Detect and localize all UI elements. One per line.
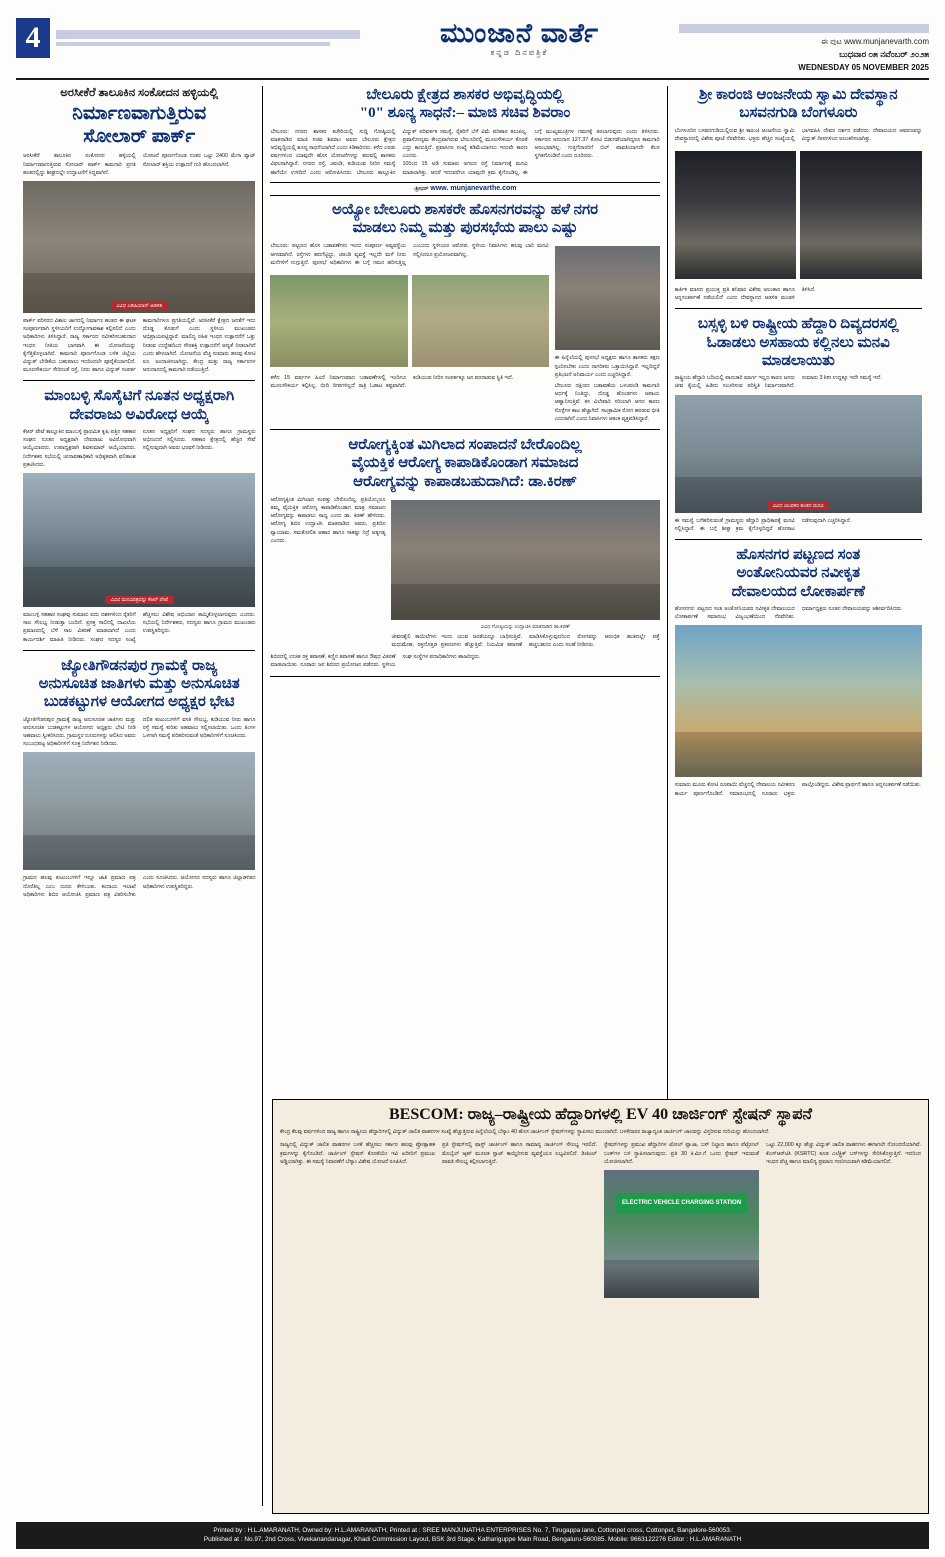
divider-2 [23, 650, 255, 651]
karanji-headline: ಶ್ರೀ ಕಾರಂಜಿ ಆಂಜನೇಯ ಸ್ವಾಮಿ ದೇವಸ್ಥಾನ ಬಸವನಗುಡಿ ಬೆಂಗಳೂರು [699, 86, 898, 122]
solar-intro [23, 152, 255, 177]
belur2-body-2: ಕಳೆದ 15 ವರ್ಷಗಳ ಹಿಂದೆ ನಿರ್ಮಾಣವಾದ ಬಡಾವಣೆಗಳಲ್ಲಿ ಇಂದಿಗೂ ಮೂಲಸೌಕರ್ಯ ಕಲ್ಪಿಸಿಲ್ಲ. ಬೀದಿ ದೀಪಗಳಿಲ್ಲದೆ ರಾತ್ರಿ ಓಡಾಟ ಕಷ್ಟವಾಗಿದೆ. ಕುಡಿಯುವ ನೀರಿನ ಸಂಪರ್ಕಕ್ಕೂ ಜನ ಪರದಾಡುವ ಸ್ಥಿತಿ ಇದೆ. [270, 374, 514, 390]
url-text[interactable]: www. munjanevarthe.com [430, 184, 517, 192]
decor-bar-3 [679, 24, 929, 33]
health-headline-1: ಆರೋಗ್ಯಕ್ಕಿಂತ ಮಿಗಿಲಾದ ಸಂಪಾದನೆ ಬೇರೊಂದಿಲ್ಲ [348, 436, 582, 453]
belur2-portrait-photo [555, 246, 660, 350]
church-headline-3: ದೇವಾಲಯದ ಲೋಕಾರ್ಪಣೆ [731, 583, 865, 600]
bescom-col-3: ಸ್ಟೇಷನ್‌ಗಳನ್ನು ಪ್ರಮುಖ ಹೆದ್ದಾರಿಗಳ ಟೋಲ್ ಪ್ಲಾಜಾ, ಬಸ್ ನಿಲ್ದಾಣ ಹಾಗೂ ಪೆಟ್ರೋಲ್ ಬಂಕ್‌ಗಳ ಬಳಿ ಸ್ಥಾಪಿಸಲಾಗುವುದು. ಪ್ರತಿ 30 ಕಿ.ಮೀ.ಗೆ ಒಂದು ಸ್ಟೇಷನ್ ಇರುವಂತೆ ಯೋಜಿಸಲಾಗಿದೆ. [604, 1142, 759, 1165]
jyothi-headline-3: ಬುಡಕಟ್ಟುಗಳ ಆಯೋಗದ ಅಧ್ಯಕ್ಷರ ಭೇಟಿ [43, 694, 235, 711]
photo-shade [675, 732, 922, 778]
solar-headline-2: ಸೋಲಾರ್ ಪಾರ್ಕ್ [83, 126, 196, 148]
bescom-col-2: ಪ್ರತಿ ಸ್ಟೇಷನ್‌ನಲ್ಲಿ ಫಾಸ್ಟ್ ಚಾರ್ಜಿಂಗ್ ಹಾಗೂ ಸಾಮಾನ್ಯ ಚಾರ್ಜಿಂಗ್ ಸೌಲಭ್ಯ ಇರಲಿದೆ. ಮೊಬೈಲ್ ಆ್ಯಪ್ ಮೂಲಕ ಸ್ಲಾಟ್ ಕಾಯ್ದಿರಿಸುವ ವ್ಯವಸ್ಥೆಯೂ ಲಭ್ಯವಿರಲಿದೆ. ಡಿಜಿಟಲ್ ಪಾವತಿ ಸೌಲಭ್ಯ ಕಲ್ಪಿಸಲಾಗುತ್ತಿದೆ. [442, 1142, 597, 1165]
belur2-layout [270, 242, 659, 423]
article-belur [270, 86, 659, 177]
footer-line-1: Printed by : H.L.AMARANATH, Owned by: H.L.AMARANATH, Printed at : SREE MANJUNATHA ENTERPRISES No. 7, Tirugappa lane, Cottonpet cross, Cottonpet, Bangalore-560053. [213, 1526, 732, 1534]
nameplate [360, 18, 679, 58]
belur2-body: ಬೇಲೂರು: ಪಟ್ಟಣದ ಹೊಸ ಬಡಾವಣೆಗಳು ಇಂದು ಸಂಪೂರ್ಣ ಅವ್ಯವಸ್ಥೆಯ ಆಗರವಾಗಿದೆ. ರಸ್ತೆಗಳು ಹದಗೆಟ್ಟಿದ್ದು, ಚರಂಡಿ ವ್ಯವಸ್ಥೆ ಇಲ್ಲದೇ ಮಳೆ ನೀರು ಮನೆಗಳಿಗೆ ನುಗ್ಗುತ್ತಿದೆ. ಪುರಸಭೆ ಅಧಿಕಾರಿಗಳು ಈ ಬಗ್ಗೆ ಗಮನ ಹರಿಸುತ್ತಿಲ್ಲ ಎಂಬುದು ಸ್ಥಳೀಯರ ಆರೋಪ. ಸ್ಥಳೀಯ ನಿವಾಸಿಗಳು ಹಲವು ಬಾರಿ ಮನವಿ ಸಲ್ಲಿಸಿದರೂ ಪ್ರಯೋಜನವಾಗಿಲ್ಲ. [270, 243, 549, 266]
masthead [16, 18, 929, 80]
bescom-col-4: ಒಟ್ಟು 22,000 ಕ್ಕೂ ಹೆಚ್ಚು ವಿದ್ಯುತ್ ಚಾಲಿತ ವಾಹನಗಳು ಈಗಾಗಲೇ ನೋಂದಣಿಯಾಗಿವೆ. ಕೆಎಸ್‌ಆರ್‌ಟಿಸಿ (KSRTC) ಕೂಡ ಎಲೆಕ್ಟ್ರಿಕ್ ಬಸ್‌ಗಳನ್ನು ಸೇರಿಸಿಕೊಳ್ಳುತ್ತಿದೆ. ಇದರಿಂದ ಇಂಧನ ವೆಚ್ಚ ಹಾಗೂ ಮಾಲಿನ್ಯ ಪ್ರಮಾಣ ಗಣನೀಯವಾಗಿ ಕಡಿಮೆಯಾಗಲಿದೆ. [766, 1142, 921, 1165]
decor-bar-2 [56, 42, 330, 46]
health-body-2: ಜೀವನಶೈಲಿ ಕಾಯಿಲೆಗಳು ಇಂದು ಯುವ ಜನತೆಯನ್ನೂ ಬಾಧಿಸುತ್ತಿವೆ. ಮಧುಮೇಹ, ರಕ್ತದೊತ್ತಡ ಪ್ರಕರಣಗಳು ಹೆಚ್ಚುತ್ತಿವೆ. ನಿಯಮಿತ ತಪಾಸಣೆ ಮಾಡಿಸಿಕೊಳ್ಳುವುದರಿಂದ ರೋಗವನ್ನು ಆರಂಭಿಕ ಹಂತದಲ್ಲೇ ಪತ್ತೆ ಹಚ್ಚಬಹುದು ಎಂದು ಸಲಹೆ ನೀಡಿದರು. [391, 633, 660, 649]
masthead-left-rules [50, 18, 360, 58]
karanji-body: ಬೆಂಗಳೂರಿನ ಬಸವನಗುಡಿಯಲ್ಲಿರುವ ಶ್ರೀ ಕಾರಂಜಿ ಆಂಜನೇಯ ಸ್ವಾಮಿ ದೇವಸ್ಥಾನದಲ್ಲಿ ವಿಶೇಷ ಪೂಜೆ ನೆರವೇರಿತು. ಭಕ್ತರು ಹೆಚ್ಚಿನ ಸಂಖ್ಯೆಯಲ್ಲಿ ಭಾಗವಹಿಸಿ ದೇವರ ದರ್ಶನ ಪಡೆದರು. ದೇವಾಲಯದ ಆವರಣವನ್ನು ವಿದ್ಯುತ್ ದೀಪಗಳಿಂದ ಅಲಂಕರಿಸಲಾಗಿತ್ತು. [674, 127, 923, 142]
solar-headline-1: ನಿರ್ಮಾಣವಾಗುತ್ತಿರುವ [72, 102, 207, 124]
belur2-body-4: ಬೇಲೂರು ದಕ್ಷಿಣದ ಬಡಾವಣೆಯ ಒಳಚರಂಡಿ ಕಾಮಗಾರಿ ಅರ್ಧಕ್ಕೆ ನಿಂತಿದ್ದು, ದೊಡ್ಡ ಹೊಂಡಗಳು ಅಪಾಯ ಆಹ್ವಾನಿಸುತ್ತಿವೆ. ಕಸ ವಿಲೇವಾರಿ ಸರಿಯಾಗಿ ಆಗದ ಕಾರಣ ಸೊಳ್ಳೆಗಳ ಕಾಟ ಹೆಚ್ಚಾಗಿದೆ. ಸಾಂಕ್ರಾಮಿಕ ರೋಗ ಹರಡುವ ಭೀತಿ ಎದುರಾಗಿದೆ ಎಂದು ನಿವಾಸಿಗಳು ಆತಂಕ ವ್ಯಕ್ತಪಡಿಸಿದ್ದಾರೆ. [554, 382, 660, 422]
column-left [16, 86, 263, 1506]
bescom-col-3-wrap [604, 1141, 759, 1302]
photo-shade [23, 835, 255, 870]
health-photo-caption: ವಿವಿಧ ಗೋಷ್ಠಿಯನ್ನು ಉದ್ಘಾಟಿಸಿ ಮಾತನಾಡಿದ ಡಾ.ಕಿರಣ್ [480, 623, 571, 630]
solar-photo-caption: ವಿವಿಧ ಎಡಿಷಿಯಾನ್ ಆಡಳಿತ [111, 302, 167, 310]
belur2-headline-1: ಅಯ್ಯೋ ಬೇಲೂರು ಶಾಸಕರೇ ಹೊಸನಗರವನ್ನು ಹಳೆ ನಗರ [331, 201, 599, 218]
belur2-photo-2 [412, 275, 549, 367]
health-headline-3: ಆರೋಗ್ಯವನ್ನು ಕಾಪಾಡಬಹುದಾಗಿದೆ: ಡಾ.ಕಿರಣ್ [353, 473, 577, 490]
busstand-body: ರಾಷ್ಟ್ರೀಯ ಹೆದ್ದಾರಿ ಬದಿಯಲ್ಲಿ ಪಾದಚಾರಿ ಮಾರ್ಗ ಇಲ್ಲದ ಕಾರಣ ಜನರು ಜೀವ ಕೈಯಲ್ಲಿ ಹಿಡಿದು ಸಂಚರಿಸುವ ಪರಿಸ್ಥಿತಿ ನಿರ್ಮಾಣವಾಗಿದೆ. ಸುಮಾರು 3 km ಉದ್ದಕ್ಕೂ ಇದೇ ಸಮಸ್ಯೆ ಇದೆ. [674, 375, 882, 390]
page-number: 4 [16, 18, 50, 58]
decor-bar [56, 30, 360, 39]
article-jyothigowdanapura [23, 657, 255, 899]
bescom-intro: ಕೇಂದ್ರ ಕೆಲವು ವರ್ಷಗಳಿಂದ ರಾಜ್ಯ ಹಾಗೂ ರಾಷ್ಟ್ರೀಯ ಹೆದ್ದಾರಿಗಳಲ್ಲಿ ವಿದ್ಯುತ್ ಚಾಲಿತ ವಾಹನಗಳ ಸಂಖ್ಯೆ ಹೆಚ್ಚುತ್ತಿರುವ ಹಿನ್ನೆಲೆಯಲ್ಲಿ ಬೆಸ್ಕಾಂ 40 ಹೊಸ ಚಾರ್ಜಿಂಗ್ ಸ್ಟೇಷನ್‌ಗಳನ್ನು ಸ್ಥಾಪಿಸಲು ಮುಂದಾಗಿದೆ. ಬಳಕೆದಾರರ ರಾಜ್ಯಾದ್ಯಂತ ಚಾರ್ಜಿಂಗ್ ಜಾಲವನ್ನು ವಿಸ್ತರಿಸುವ ಗುರಿಯನ್ನು ಹೊಂದಲಾಗಿದೆ. [280, 1129, 770, 1136]
divider-3 [270, 429, 659, 430]
karanji-body-2: ಕಾರ್ತಿಕ ಮಾಸದ ಪ್ರಯುಕ್ತ ಪ್ರತಿ ಶನಿವಾರ ವಿಶೇಷ ಅಲಂಕಾರ ಹಾಗೂ ಅನ್ನಸಂತರ್ಪಣೆ ನಡೆಯಲಿದೆ ಎಂದು ದೇವಸ್ಥಾನದ ಆಡಳಿತ ಮಂಡಳಿ ತಿಳಿಸಿದೆ. [674, 286, 816, 302]
solar-intro-left: ಅರಸೀಕೆರೆ ತಾಲೂಕಿನ ಸಂಕೋದನ ಹಳ್ಳಿಯಲ್ಲಿ ನಿರ್ಮಾಣವಾಗುತ್ತಿರುವ ಸೋಲಾರ್ ಪಾರ್ಕ್ ಕಾಮಗಾರಿ ಪ್ರಗತಿ ಹಂತದಲ್ಲಿದ್ದು ಶೀಘ್ರದಲ್ಲೇ ಉದ್ಘಾಟನೆಗೆ ಸಿದ್ಧವಾಗಿದೆ. [23, 153, 136, 176]
church-headline-1: ಹೊಸನಗರ ಪಟ್ಟಣದ ಸಂತ [736, 547, 861, 564]
mavalli-photo-caption: ವಿವಿಧ ಮನವಿಪತ್ರವನ್ನು ಕೆಆರ್ ಪೇಟೆ [106, 596, 173, 604]
divider-5 [675, 308, 922, 309]
health-layout [270, 496, 659, 649]
mavalli-body-3: ಮಾಂಬಳ್ಳಿ ಸಹಕಾರ ಸಂಘವು ಸುಮಾರು ಐದು ದಶಕಗಳಿಂದ ರೈತರಿಗೆ ಸಾಲ ಸೌಲಭ್ಯ ನೀಡುತ್ತಾ ಬಂದಿದೆ. ಪ್ರಸಕ್ತ ಸಾಲಿನಲ್ಲಿ ದಾಖಲೆಯ ಪ್ರಮಾಣದಲ್ಲಿ ಬೆಳೆ ಸಾಲ ವಿತರಣೆ ಮಾಡಲಾಗಿದೆ ಎಂದು ಕಾರ್ಯದರ್ಶಿ ಮಾಹಿತಿ ನೀಡಿದರು. ಸಂಘದ ಸದಸ್ಯರ ಸಂಖ್ಯೆ ಹೆಚ್ಚಿಸಲು ವಿಶೇಷ ಅಭಿಯಾನ ಹಮ್ಮಿಕೊಳ್ಳಲಾಗುವುದು ಎಂದರು. ಸಭೆಯಲ್ಲಿ ನಿರ್ದೇಶಕರು, ಸದಸ್ಯರು ಹಾಗೂ ಗ್ರಾಮದ ಮುಖಂಡರು ಉಪಸ್ಥಿತರಿದ್ದರು. [23, 611, 256, 643]
article-mavalli [23, 387, 255, 643]
karanji-body-wrap [675, 127, 922, 143]
divider-1 [23, 380, 255, 381]
masthead-date-en: WEDNESDAY 05 NOVEMBER 2025 [798, 62, 929, 72]
photo-shade [604, 1260, 759, 1298]
jyothi-headline-1: ಜ್ಯೋತಿಗೌಡನಪುರ ಗ್ರಾಮಕ್ಕೆ ರಾಜ್ಯ [61, 657, 218, 674]
footer-line-2: Published at : No.97, 2nd Cross, Vivekanandanagar, Khadi Commission Layout, BSK 3rd Stage, Kathariguppe Main Road, Bengaluru-560085. Mobile: 9663122276 Editor : H.L.AMARANATH [203, 1536, 742, 1544]
belur-headline-1: ಬೇಲೂರು ಕ್ಷೇತ್ರದ ಶಾಸಕರ ಅಭಿವೃದ್ಧಿಯಲ್ಲಿ [366, 86, 564, 103]
solar-kicker: ಅರಸೀಕೆರೆ ತಾಲೂಕಿನ ಸಂಕೋದನ ಹಳ್ಳಿಯಲ್ಲಿ [60, 86, 219, 99]
solar-body: ಪಾರ್ಕ್ ಪರಿಸರದ ವಿಶಾಲ ಜಾಗದಲ್ಲಿ ನಿರ್ಮಾಣ ಹಂತದ ಈ ಘಟಕ ಸಂಪೂರ್ಣವಾಗಿ ಸ್ಥಳೀಯರಿಗೆ ಉದ್ಯೋಗಾವಕಾಶ ಕಲ್ಪಿಸಲಿದೆ ಎಂದು ಅಧಿಕಾರಿಗಳು ತಿಳಿಸಿದ್ದಾರೆ. ರಾಜ್ಯ ಸರ್ಕಾರದ ನವೀಕರಿಸಬಹುದಾದ ಇಂಧನ ನೀತಿಯ ಭಾಗವಾಗಿ ಈ ಯೋಜನೆಯನ್ನು ಕೈಗೆತ್ತಿಕೊಳ್ಳಲಾಗಿದೆ. ಕಾಮಗಾರಿ ಪೂರ್ಣಗೊಂಡ ಬಳಿಕ ಜಿಲ್ಲೆಯ ವಿದ್ಯುತ್ ಬೇಡಿಕೆಯ ಬಹುಪಾಲು ಇದರಿಂದಲೇ ಪೂರೈಕೆಯಾಗಲಿದೆ. ಮೂಲಸೌಕರ್ಯ ಸೇರಿದಂತೆ ರಸ್ತೆ, ನೀರು ಹಾಗೂ ವಿದ್ಯುತ್ ಸಂಪರ್ಕ ಕಾಮಗಾರಿಗಳೂ ಪ್ರಗತಿಯಲ್ಲಿವೆ. ಅರಸೀಕೆರೆ ಕ್ಷೇತ್ರದ ಜನತೆಗೆ ಇದು ದೊಡ್ಡ ಕೊಡುಗೆ ಎಂದು ಸ್ಥಳೀಯ ಮುಖಂಡರು ಅಭಿಪ್ರಾಯಪಟ್ಟಿದ್ದಾರೆ. ಮಾಲಿನ್ಯ ರಹಿತ ಇಂಧನ ಉತ್ಪಾದನೆಗೆ ಒತ್ತು ನೀಡುವ ಉದ್ದೇಶದಿಂದ ಸೌರಶಕ್ತಿ ಉತ್ಪಾದನೆಗೆ ಆದ್ಯತೆ ನೀಡಲಾಗಿದೆ ಎಂದು ಹೇಳಲಾಗಿದೆ. ಯೋಜನೆಯ ವೆಚ್ಚ ಸುಮಾರು ಹಲವು ಕೋಟಿ ರೂ. ಅಂದಾಜಿಸಲಾಗಿದ್ದು, ಕೇಂದ್ರ ಮತ್ತು ರಾಜ್ಯ ಸರ್ಕಾರಗಳ ಅನುದಾನದಲ್ಲಿ ಕಾಮಗಾರಿ ನಡೆಯುತ್ತಿದೆ. [23, 317, 256, 374]
church-body-2: ಸುಮಾರು ಮೂರು ಕೋಟಿ ರೂಪಾಯಿ ವೆಚ್ಚದಲ್ಲಿ ದೇವಾಲಯ ನವೀಕರಣ ಕಾರ್ಯ ಪೂರ್ಣಗೊಂಡಿದೆ. ಸಮಾರಂಭದಲ್ಲಿ ನೂರಾರು ಭಕ್ತರು ಪಾಲ್ಗೊಂಡಿದ್ದರು. ವಿಶೇಷ ಪ್ರಾರ್ಥನೆ ಹಾಗೂ ಅನ್ನಸಂತರ್ಪಣೆ ನಡೆಯಿತು. [674, 782, 921, 797]
belur2-photos [270, 271, 548, 371]
belur-body-2: 10ರಿಂದ 15 ಅಡಿ ಸುಮಾರು ಅಗಲದ ರಸ್ತೆ ನಿರ್ಮಾಣಕ್ಕೆ ಮನವಿ ಮಾಡಲಾಗಿತ್ತು. ಆದರೆ ಇದುವರೆಗೂ ಯಾವುದೇ ಕ್ರಮ ಕೈಗೊಂಡಿಲ್ಲ. ಈ ಬಗ್ಗೆ ಮುಖ್ಯಮಂತ್ರಿಗಳ ಗಮನಕ್ಕೆ ತರಲಾಗುವುದು ಎಂದು ತಿಳಿಸಿದರು. ಸರ್ಕಾರದ ಅನುದಾನ 127.37 ಕೋಟಿ ಬಿಡುಗಡೆಯಾಗಿದ್ದರೂ ಕಾಮಗಾರಿ ಆರಂಭವಾಗಿಲ್ಲ. ಗುತ್ತಿಗೆದಾರರಿಗೆ ಬಿಲ್ ಪಾವತಿಯಾಗದೇ ಕೆಲಸ ಸ್ಥಗಿತಗೊಂಡಿದೆ ಎಂದು ದೂರಿದರು. [402, 128, 660, 176]
belur2-photo-1 [270, 275, 407, 367]
belur2-body-3: ಈ ಹಿನ್ನೆಲೆಯಲ್ಲಿ ಪುರಸಭೆ ಅಧ್ಯಕ್ಷರು ಹಾಗೂ ಶಾಸಕರು ತಕ್ಷಣ ಸ್ಪಂದಿಸಬೇಕು ಎಂದು ನಾಗರಿಕರು ಒತ್ತಾಯಿಸಿದ್ದಾರೆ. ಇಲ್ಲದಿದ್ದರೆ ಪ್ರತಿಭಟನೆ ಅನಿವಾರ್ಯ ಎಂದು ಎಚ್ಚರಿಸಿದ್ದಾರೆ. [554, 355, 660, 378]
mavalli-body: ಕೆಆರ್ ಪೇಟೆ ತಾಲ್ಲೂಕಿನ ಮಾಂಬಳ್ಳಿ ಪ್ರಾಥಮಿಕ ಕೃಷಿ ಪತ್ತಿನ ಸಹಕಾರ ಸಂಘದ ನೂತನ ಅಧ್ಯಕ್ಷರಾಗಿ ದೇವರಾಜು ಅವಿರೋಧವಾಗಿ ಆಯ್ಕೆಯಾದರು. ಉಪಾಧ್ಯಕ್ಷರಾಗಿ ಶಿವಕುಮಾರ್ ಆಯ್ಕೆಯಾದರು. ನಿರ್ದೇಶಕರ ಸಭೆಯಲ್ಲಿ ಚುನಾವಣಾಧಿಕಾರಿ ಅಧಿಕೃತವಾಗಿ ಫಲಿತಾಂಶ ಪ್ರಕಟಿಸಿದರು. [23, 428, 136, 468]
ev-station-sign: ELECTRIC VEHICLE CHARGING STATION [616, 1193, 746, 1213]
paper-title: ಮುಂಜಾನೆ ವಾರ್ತೆ [440, 18, 599, 48]
page-footer [16, 1522, 929, 1549]
mavalli-headline-1: ಮಾಂಬಳ್ಳಿ ಸೊಸೈಟಿಗೆ ನೂತನ ಅಧ್ಯಕ್ಷರಾಗಿ [44, 388, 235, 405]
article-karanji [675, 86, 922, 302]
jyothi-intro [23, 716, 255, 749]
bescom-photo [604, 1170, 759, 1298]
karanji-photos [675, 147, 922, 283]
article-health [270, 436, 659, 670]
health-body: ಆರೋಗ್ಯಕ್ಕಿಂತ ಮಿಗಿಲಾದ ಸಂಪತ್ತು ಬೇರೊಂದಿಲ್ಲ. ಪ್ರತಿಯೊಬ್ಬರೂ ತಮ್ಮ ವೈಯಕ್ತಿಕ ಆರೋಗ್ಯ ಕಾಪಾಡಿಕೊಂಡಾಗ ಮಾತ್ರ ಸಮಾಜದ ಆರೋಗ್ಯವನ್ನು ಕಾಪಾಡಲು ಸಾಧ್ಯ ಎಂದು ಡಾ. ಕಿರಣ್ ಹೇಳಿದರು. ಆರೋಗ್ಯ ಶಿಬಿರ ಉದ್ಘಾಟಿಸಿ ಮಾತನಾಡಿದ ಅವರು, ಪ್ರತಿದಿನ ವ್ಯಾಯಾಮ, ಸಮತೋಲಿತ ಆಹಾರ ಹಾಗೂ ಸಾಕಷ್ಟು ನಿದ್ರೆ ಅತ್ಯಗತ್ಯ ಎಂದರು. [270, 496, 386, 544]
solar-photo [23, 181, 255, 313]
busstand-body-2: ಈ ಸಮಸ್ಯೆ ಬಗೆಹರಿಸುವಂತೆ ಗ್ರಾಮಸ್ಥರು ಹೆದ್ದಾರಿ ಪ್ರಾಧಿಕಾರಕ್ಕೆ ಮನವಿ ಸಲ್ಲಿಸಿದ್ದಾರೆ. ಈ ಬಗ್ಗೆ ಶೀಘ್ರ ಕ್ರಮ ಕೈಗೊಳ್ಳದಿದ್ದರೆ ಹೋರಾಟ ನಡೆಸುವುದಾಗಿ ಎಚ್ಚರಿಸಿದ್ದಾರೆ. [674, 517, 852, 532]
paper-subtitle: ಕನ್ನಡ ದಿನಪತ್ರಿಕೆ [490, 48, 549, 57]
health-headline-2: ವೈಯಕ್ತಿಕ ಆರೋಗ್ಯ ಕಾಪಾಡಿಕೊಂಡಾಗ ಸಮಾಜದ [351, 455, 579, 472]
jyothi-photo [23, 752, 255, 870]
bescom-col-1: ರಾಜ್ಯದಲ್ಲಿ ವಿದ್ಯುತ್ ಚಾಲಿತ ವಾಹನಗಳ ಬಳಕೆ ಹೆಚ್ಚಿಸಲು ಸರ್ಕಾರ ಹಲವು ಪ್ರೋತ್ಸಾಹಕ ಕ್ರಮಗಳನ್ನು ಕೈಗೊಂಡಿದೆ. ಚಾರ್ಜಿಂಗ್ ಸ್ಟೇಷನ್ ಕೊರತೆಯೇ ಇವಿ ಖರೀದಿಗೆ ಪ್ರಮುಖ ಅಡ್ಡಿಯಾಗಿತ್ತು. ಈ ಸಮಸ್ಯೆ ನಿವಾರಣೆಗೆ ಬೆಸ್ಕಾಂ ವಿಶೇಷ ಯೋಜನೆ ರೂಪಿಸಿದೆ. [280, 1142, 435, 1165]
church-headline-2: ಅಂತೋನಿಯವರ ನವೀಕೃತ [736, 565, 861, 582]
article-busstand [675, 315, 922, 533]
divider-6 [675, 539, 922, 540]
article-belur2 [270, 201, 659, 423]
jyothi-headline-2: ಅನುಸೂಚಿತ ಜಾತಿಗಳು ಮತ್ತು ಅನುಸೂಚಿತ [38, 676, 240, 693]
busstand-headline-2: ಓಡಾಡಲು ಅಸಹಾಯ ಕಲ್ಲಿನಲು ಮನವಿ ಮಾಡಲಾಯಿತು [706, 334, 890, 369]
masthead-dateline [679, 18, 929, 74]
jyothi-body: ಜ್ಯೋತಿಗೌಡನಪುರ ಗ್ರಾಮಕ್ಕೆ ರಾಜ್ಯ ಅನುಸೂಚಿತ ಜಾತಿಗಳು ಮತ್ತು ಅನುಸೂಚಿತ ಬುಡಕಟ್ಟುಗಳ ಆಯೋಗದ ಅಧ್ಯಕ್ಷರು ಭೇಟಿ ನೀಡಿ ಅಹವಾಲು ಸ್ವೀಕರಿಸಿದರು. ಗ್ರಾಮಸ್ಥರ ದೂರುಗಳನ್ನು ಆಲಿಸಿದ ಅವರು ಸಂಬಂಧಪಟ್ಟ ಅಧಿಕಾರಿಗಳಿಗೆ ಸೂಕ್ತ ನಿರ್ದೇಶನ ನೀಡಿದರು. [23, 716, 136, 748]
mavalli-intro [23, 428, 255, 469]
bescom-feature [272, 1099, 929, 1514]
masthead-website: ಈ ಪುಟ www.munjanevarth.com [820, 37, 929, 46]
masthead-date-kn: ಬುಧವಾರ ೦೫ ನವೆಂಬರ್ ೨೦೨೫ [839, 49, 929, 60]
mavalli-body-2: ನೂತನ ಅಧ್ಯಕ್ಷರಿಗೆ ಸಂಘದ ಸದಸ್ಯರು ಹಾಗೂ ಗ್ರಾಮಸ್ಥರು ಅಭಿನಂದನೆ ಸಲ್ಲಿಸಿದರು. ಸಹಕಾರ ಕ್ಷೇತ್ರದಲ್ಲಿ ಹೆಚ್ಚಿನ ಸೇವೆ ಸಲ್ಲಿಸುವುದಾಗಿ ಅವರು ಭರವಸೆ ನೀಡಿದರು. [142, 428, 256, 452]
belur2-headline-2: ಮಾಡಲು ನಿಮ್ಮ ಮತ್ತು ಪುರಸಭೆಯ ಪಾಲು ಎಷ್ಟು [352, 220, 578, 237]
mavalli-photo [23, 473, 255, 607]
busstand-headline-1: ಬಸ್ಸಳ್ಳಿ ಬಳಿ ರಾಷ್ಟ್ರೀಯ ಹೆದ್ದಾರಿ ದಿವ್ಯದರಸಲ್ಲಿ [697, 316, 899, 333]
busstand-photo-caption: ವಿವಿಧ ಯುವಕರ ತಂಡದ ಮನವಿ [768, 502, 829, 510]
karanji-photo-2 [800, 151, 922, 279]
busstand-photo [675, 395, 922, 513]
bescom-columns [280, 1141, 921, 1302]
jyothi-body-2: ದಲಿತ ಕುಟುಂಬಗಳಿಗೆ ವಸತಿ ಸೌಲಭ್ಯ, ಕುಡಿಯುವ ನೀರು ಹಾಗೂ ರಸ್ತೆ ಸಮಸ್ಯೆ ಕುರಿತು ಅಹವಾಲು ಸಲ್ಲಿಸಲಾಯಿತು. ಒಂದು ತಿಂಗಳ ಒಳಗಾಗಿ ಸಮಸ್ಯೆ ಪರಿಹರಿಸುವಂತೆ ಅಧಿಕಾರಿಗಳಿಗೆ ಸೂಚಿಸಿದರು. [142, 716, 256, 740]
jyothi-body-3: ಗ್ರಾಮದ ಹಲವು ಕುಟುಂಬಗಳಿಗೆ ಇನ್ನೂ ಜಾತಿ ಪ್ರಮಾಣ ಪತ್ರ ದೊರೆತಿಲ್ಲ ಎಂಬ ದೂರು ಕೇಳಿಬಂತು. ಕಂದಾಯ ಇಲಾಖೆ ಅಧಿಕಾರಿಗಳು ಶಿಬಿರ ಆಯೋಜಿಸಿ ಪ್ರಮಾಣ ಪತ್ರ ವಿತರಿಸಬೇಕು ಎಂದು ಸೂಚಿಸಿದರು. ಆಯೋಗದ ಸದಸ್ಯರು ಹಾಗೂ ಜಿಲ್ಲಾಡಳಿತದ ಅಧಿಕಾರಿಗಳು ಉಪಸ್ಥಿತರಿದ್ದರು. [23, 875, 256, 898]
belur-headline-2: "0" ಶೂನ್ಯ ಸಾಧನೆ:– ಮಾಜಿ ಸಚಿವ ಶಿವರಾಂ [359, 105, 571, 122]
church-body: ಹೊಸನಗರ: ಪಟ್ಟಣದ ಸಂತ ಅಂತೋನಿಯವರ ನವೀಕೃತ ದೇವಾಲಯದ ಲೋಕಾರ್ಪಣೆ ಸಮಾರಂಭ ವಿಜೃಂಭಣೆಯಿಂದ ನೆರವೇರಿತು. ಧರ್ಮಾಧ್ಯಕ್ಷರು ನೂತನ ದೇವಾಲಯವನ್ನು ಆಶೀರ್ವದಿಸಿದರು. [674, 605, 903, 621]
bescom-title: BESCOM: ರಾಜ್ಯ–ರಾಷ್ಟ್ರೀಯ ಹೆದ್ದಾರಿಗಳಲ್ಲಿ EV 40 ಚಾರ್ಜಿಂಗ್ ಸ್ಟೇಷನ್ ಸ್ಥಾಪನೆ [388, 1106, 813, 1123]
belur-body: ಬೇಲೂರು: ನಗರದ ಶಾಸಕರ ಕಚೇರಿಯಲ್ಲಿ ಸುದ್ದಿ ಗೋಷ್ಠಿಯಲ್ಲಿ ಮಾತನಾಡಿದ ಮಾಜಿ ಸಚಿವ ಶಿವರಾಂ ಅವರು ಬೇಲೂರು ಕ್ಷೇತ್ರದ ಅಭಿವೃದ್ಧಿಯಲ್ಲಿ ಶೂನ್ಯ ಸಾಧನೆಯಾಗಿದೆ ಎಂದು ಕಿಡಿಕಾರಿದರು. ಕಳೆದ ಎರಡು ವರ್ಷಗಳಿಂದ ಯಾವುದೇ ಹೊಸ ಯೋಜನೆಗಳನ್ನು ತರುವಲ್ಲಿ ಶಾಸಕರು ವಿಫಲರಾಗಿದ್ದಾರೆ. ನಗರದ ರಸ್ತೆ, ಚರಂಡಿ, ಕುಡಿಯುವ ನೀರಿನ ಸಮಸ್ಯೆ ಹಾಗೆಯೇ ಉಳಿದಿದೆ ಎಂದು ಆರೋಪಿಸಿದರು. ಬೇಲೂರು ತಾಲ್ಲೂಕಿನ ವಿದ್ಯುತ್ ಪರಿವರ್ತಕ ಸಮಸ್ಯೆ, ರೈತರಿಗೆ ಬೆಳೆ ವಿಮೆ ಪರಿಹಾರ ತಲುಪಿಲ್ಲ. ಪ್ರವಾಸೋದ್ಯಮ ಕೇಂದ್ರವಾಗಿರುವ ಬೇಲೂರಿನಲ್ಲಿ ಮೂಲಸೌಕರ್ಯ ಕೊರತೆ ಎದ್ದು ಕಾಣುತ್ತಿದೆ. ಪ್ರವಾಸಿಗರ ಸಂಖ್ಯೆ ಕಡಿಮೆಯಾಗಲು ಇದುವೇ ಕಾರಣ ಎಂದರು. [270, 128, 528, 176]
website-strip[interactable] [270, 182, 659, 196]
url-prefix: -ಶ್ರೀಧರ್ [413, 185, 429, 192]
health-photo [391, 500, 659, 620]
article-church [675, 546, 922, 798]
health-body-3: ಶಿಬಿರದಲ್ಲಿ ಉಚಿತ ರಕ್ತ ತಪಾಸಣೆ, ಕಣ್ಣಿನ ತಪಾಸಣೆ ಹಾಗೂ ಔಷಧ ವಿತರಣೆ ಮಾಡಲಾಯಿತು. ನೂರಾರು ಜನ ಶಿಬಿರದ ಪ್ರಯೋಜನ ಪಡೆದರು. ಸ್ಥಳೀಯ ಸಂಘ ಸಂಸ್ಥೆಗಳ ಪದಾಧಿಕಾರಿಗಳು ಹಾಜರಿದ್ದರು. [270, 654, 481, 669]
solar-intro-right: ಯೋಜನೆ ಪೂರ್ಣಗೊಂಡ ನಂತರ ಒಟ್ಟು 2400 ಮೆಗಾ ವ್ಯಾಟ್ ಸೋಲಾರ್ ಶಕ್ತಿಯ ಉತ್ಪಾದನೆ ಗುರಿ ಹೊಂದಲಾಗಿದೆ. [142, 153, 256, 168]
photo-shade [391, 584, 659, 620]
church-photo [675, 625, 922, 777]
divider-4 [270, 676, 659, 677]
article-solar [23, 86, 255, 374]
mavalli-headline-2: ದೇವರಾಜು ಅವಿರೋಧ ಆಯ್ಕೆ [69, 406, 209, 423]
karanji-photo-1 [675, 151, 797, 279]
belur-body-wrap [270, 128, 659, 177]
